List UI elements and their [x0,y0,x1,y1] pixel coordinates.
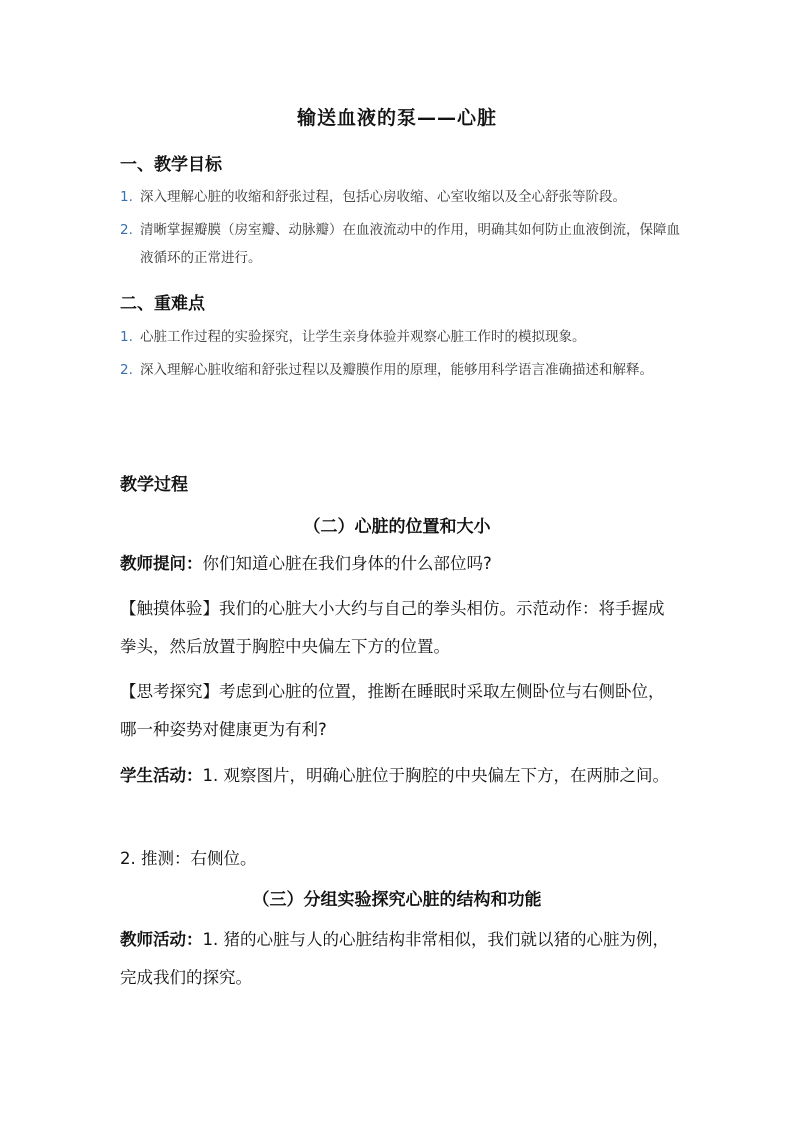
list-number: 2. [120,362,133,378]
list-number: 2. [120,222,133,238]
list-text: 心脏工作过程的实验探究，让学生亲身体验并观察心脏工作时的模拟现象。 [140,329,586,345]
teacher-question-label: 教师提问： [120,554,203,573]
list-item [120,323,680,351]
think-label: 【思考探究】 [120,682,219,701]
touch-experience-paragraph [120,590,676,666]
list-text: 清晰掌握瓣膜（房室瓣、动脉瓣）在血液流动中的作用，明确其如何防止血液倒流，保障血液循环的正常进行。 [140,222,680,266]
list-item [120,216,680,272]
section-heading-key-points: 二、重难点 [120,294,205,314]
think-explore-paragraph [120,673,676,749]
list-number: 1. [120,329,133,345]
section-title-experiment: （三）分组实验探究心脏的结构和功能 [252,890,542,910]
student-guess-paragraph: 2. 推测：右侧位。 [120,849,257,868]
list-text: 深入理解心脏收缩和舒张过程以及瓣膜作用的原理，能够用科学语言准确描述和解释。 [140,362,653,378]
teacher-activity-paragraph [120,921,676,997]
document-title: 输送血液的泵——心脏 [296,107,497,129]
list-number: 1. [120,189,133,205]
think-text: 考虑到心脏的位置，推断在睡眠时采取左侧卧位与右侧卧位，哪一种姿势对健康更为有利? [120,682,665,739]
section-heading-objectives: 一、教学目标 [120,155,222,175]
teacher-question-paragraph [120,545,676,583]
teacher-question-text: 你们知道心脏在我们身体的什么部位吗? [202,554,492,573]
touch-label: 【触摸体验】 [120,599,219,618]
touch-text: 我们的心脏大小大约与自己的拳头相仿。示范动作：将手握成拳头，然后放置于胸腔中央偏左下方的位置。 [120,599,665,656]
teacher-activity-label: 教师活动： [120,930,203,949]
list-text: 深入理解心脏的收缩和舒张过程，包括心房收缩、心室收缩以及全心舒张等阶段。 [140,189,626,205]
list-item [120,356,680,384]
process-heading: 教学过程 [120,475,188,495]
student-activity-paragraph [120,757,676,795]
section-title-position: （二）心脏的位置和大小 [303,517,491,537]
teacher-activity-text: 1. 猪的心脏与人的心脏结构非常相似，我们就以猪的心脏为例，完成我们的探究。 [120,930,669,987]
list-item [120,183,680,211]
student-activity-text: 1. 观察图片，明确心脏位于胸腔的中央偏左下方，在两肺之间。 [202,766,669,785]
student-activity-label: 学生活动： [120,766,203,785]
